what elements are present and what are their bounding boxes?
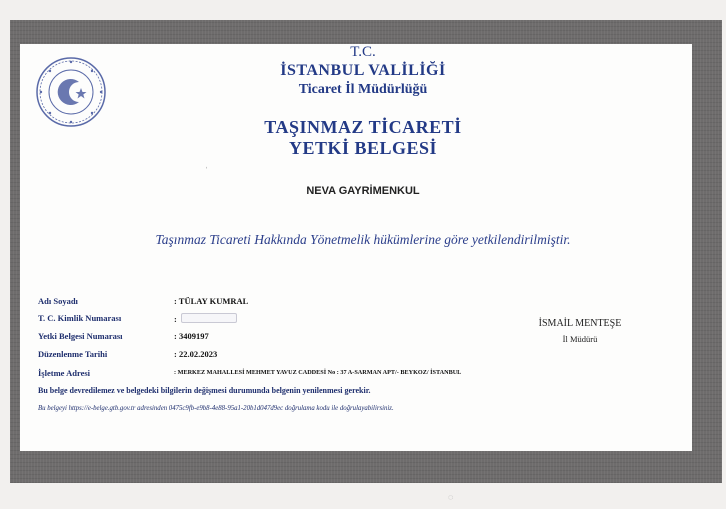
field-value-certificate-number: : 3409197 — [174, 331, 209, 341]
transfer-notice: Bu belge devredilemez ve belgedeki bilgilerin değişmesi durumunda belgenin yenilenmesi gerekir. — [38, 386, 371, 395]
field-value-tc-id — [174, 313, 237, 324]
document-title-line1: TAŞINMAZ TİCARETİ — [264, 117, 462, 137]
field-value-business-address: : MERKEZ MAHALLESİ MEHMET YAVUZ CADDESİ No : 37 A-SARMAN APT/- BEYKOZ/ İSTANBUL — [174, 369, 462, 376]
authorization-statement: Taşınmaz Ticareti Hakkında Yönetmelik hükümlerine göre yetkilendirilmiştir. — [155, 232, 571, 247]
header-tc: T.C. — [350, 44, 376, 60]
field-value-name: : TÜLAY KUMRAL — [174, 296, 249, 306]
field-label-name: Adı Soyadı — [38, 296, 78, 306]
field-label-tc-id: T. C. Kimlik Numarası — [38, 313, 122, 323]
paper-speck: ˌ — [205, 158, 209, 169]
tc-id-colon: : — [174, 314, 177, 324]
signer-name: İSMAİL MENTEŞE — [538, 318, 622, 329]
company-name: NEVA GAYRİMENKUL — [306, 185, 420, 197]
field-value-issue-date: : 22.02.2023 — [174, 349, 218, 359]
signer-title: İl Müdürü — [562, 334, 598, 344]
field-label-business-address: İşletme Adresi — [38, 368, 91, 378]
field-label-certificate-number: Yetki Belgesi Numarası — [38, 331, 123, 341]
field-label-issue-date: Düzenlenme Tarihi — [38, 349, 108, 359]
redaction-box — [181, 313, 237, 323]
paper-speck-bottom: ◌ — [448, 492, 454, 502]
header-authority: İSTANBUL VALİLİĞİ — [280, 62, 446, 79]
header-directorate: Ticaret İl Müdürlüğü — [298, 82, 428, 97]
verification-note: Bu belgeyi https://e-belge.gtb.gov.tr adresinden 0475c9fb-e9b8-4e88-95a1-20b1d047d9ec doğrulama kodu ile doğrulayabilirsiniz. — [38, 405, 394, 412]
document-title-line2: YETKİ BELGESİ — [288, 138, 438, 158]
